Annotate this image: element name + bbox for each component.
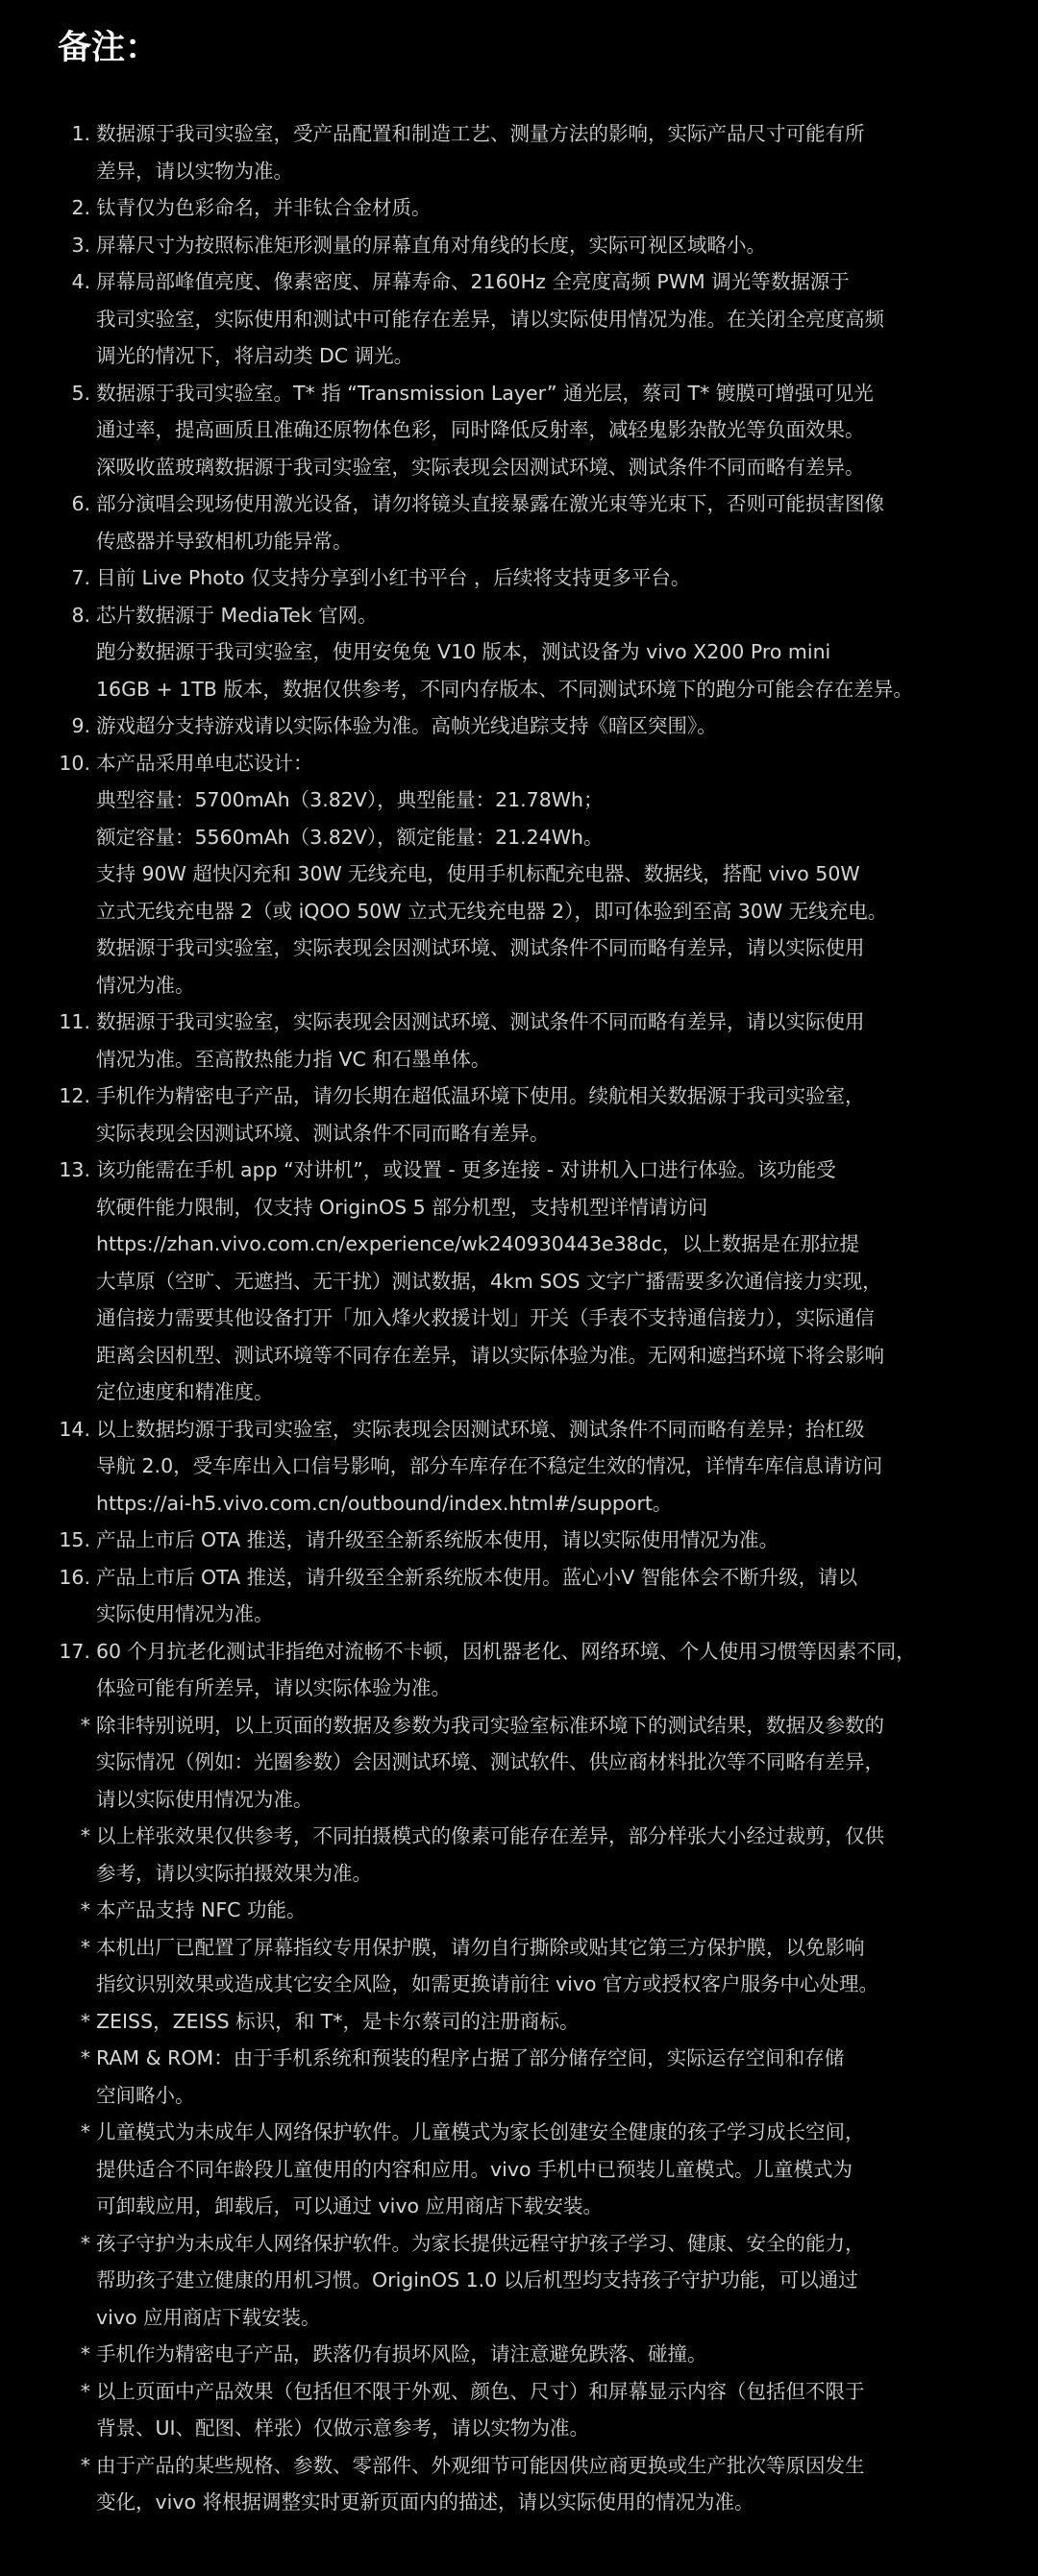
note-marker: *	[80, 2379, 90, 2403]
note-text: 以上样张效果仅供参考，不同拍摄模式的像素可能存在差异，部分样张大小经过裁剪，仅供 参考，请以实际拍摄效果为准。	[96, 1824, 884, 1885]
note-marker: *	[80, 2046, 90, 2069]
note-marker: *	[80, 2231, 90, 2255]
note-text: 部分演唱会现场使用激光设备，请勿将镜头直接暴露在激光束等光束下，否则可能损害图像 传感器并导致相机功能异常。	[96, 492, 884, 553]
note-text: 产品上市后 OTA 推送，请升级至全新系统版本使用。蓝心小V 智能体会不断升级，请以 实际使用情况为准。	[96, 1565, 858, 1625]
note-item	[58, 1152, 992, 1411]
note-text: 数据源于我司实验室，受产品配置和制造工艺、测量方法的影响，实际产品尺寸可能有所 差异，请以实物为准。	[96, 122, 865, 183]
note-marker: 3.	[71, 233, 90, 257]
note-text: 手机作为精密电子产品，请勿长期在超低温环境下使用。续航相关数据源于我司实验室， 实际表现会因测试环境、测试条件不同而略有差异。	[96, 1084, 865, 1145]
note-text: 以上页面中产品效果（包括但不限于外观、颜色、尺寸）和屏幕显示内容（包括但不限于 背景、UI、配图、样张）仅做示意参考，请以实物为准。	[96, 2379, 865, 2440]
note-marker: 17.	[59, 1639, 90, 1663]
note-marker: *	[80, 1935, 90, 1959]
note-text: 本产品支持 NFC 功能。	[96, 1898, 307, 1921]
note-text: 目前 Live Photo 仅支持分享到小红书平台 ，后续将支持更多平台。	[96, 566, 691, 589]
note-item	[58, 559, 992, 597]
note-item	[58, 1411, 992, 1523]
note-text: 本机出厂已配置了屏幕指纹专用保护膜，请勿自行撕除或贴其它第三方保护膜，以免影响 指纹识别效果或造成其它安全风险，如需更换请前往 vivo 官方或授权客户服务中心处理。	[96, 1935, 879, 1995]
note-marker: 6.	[71, 492, 90, 515]
note-marker: 14.	[59, 1417, 90, 1441]
note-marker: 9.	[71, 714, 90, 737]
note-item	[58, 115, 992, 189]
footnote-item	[58, 2114, 992, 2225]
note-item	[58, 263, 992, 375]
note-item	[58, 1522, 992, 1559]
note-marker: *	[80, 1898, 90, 1921]
note-text: 以上数据均源于我司实验室，实际表现会因测试环境、测试条件不同而略有差异；抬杠级 导航 2.0，受车库出入口信号影响，部分车库存在不稳定生效的情况，详情车库信息请访问 https://ai-h5.vivo.com.cn/outbound/index.html#/support。	[96, 1417, 883, 1515]
note-item	[58, 745, 992, 1004]
note-item	[58, 189, 992, 227]
note-text: 钛青仅为色彩命名，并非钛合金材质。	[96, 196, 432, 219]
note-text: 手机作为精密电子产品，跌落仍有损坏风险，请注意避免跌落、碰撞。	[96, 2342, 707, 2365]
note-text: 除非特别说明，以上页面的数据及参数为我司实验室标准环境下的测试结果，数据及参数的 实际情况（例如：光圈参数）会因测试环境、测试软件、供应商材料批次等不同略有差异， 请以实际使用情况为准。	[96, 1713, 884, 1811]
note-marker: 15.	[59, 1528, 90, 1551]
note-marker: 1.	[71, 122, 90, 145]
note-item	[58, 1633, 992, 1707]
note-text: 屏幕局部峰值亮度、像素密度、屏幕寿命、2160Hz 全亮度高频 PWM 调光等数据源于 我司实验室，实际使用和测试中可能存在差异，请以实际使用情况为准。在关闭全亮度高频 调光的情况下，将启动类 DC 调光。	[96, 270, 884, 367]
note-text: 产品上市后 OTA 推送，请升级至全新系统版本使用，请以实际使用情况为准。	[96, 1528, 779, 1551]
note-text: 屏幕尺寸为按照标准矩形测量的屏幕直角对角线的长度，实际可视区域略小。	[96, 233, 766, 257]
note-text: 该功能需在手机 app “对讲机”，或设置 - 更多连接 - 对讲机入口进行体验。该功能受 软硬件能力限制，仅支持 OriginOS 5 部分机型，支持机型详情请访问 https://zhan.vivo.com.cn/experience/wk240930443e38dc，以上数据是在那拉提 大草原（空旷、无遮挡、无干扰）测试数据，4km SOS 文字广播需要多次通信接力实现， 通信接力需要其他设备打开「加入烽火救援计划」开关（手表不支持通信接力），实际通信 距离会因机型、测试环境等不同存在差异，请以实际体验为准。无网和遮挡环境下将会影响 定位速度和精准度。	[96, 1158, 884, 1403]
note-marker: 7.	[71, 566, 90, 589]
note-item	[58, 1559, 992, 1633]
note-text: 数据源于我司实验室。T* 指 “Transmission Layer” 通光层，蔡司 T* 镀膜可增强可见光 通过率，提高画质且准确还原物体色彩，同时降低反射率，减轻鬼影杂散光等负面效果。 深吸收蓝玻璃数据源于我司实验室，实际表现会因测试环境、测试条件不同而略有差异。	[96, 381, 874, 479]
note-marker: *	[80, 2453, 90, 2477]
footnote-item	[58, 2373, 992, 2447]
footnote-item	[58, 2225, 992, 2337]
note-text: ZEISS，ZEISS 标识，和 T*，是卡尔蔡司的注册商标。	[96, 2009, 580, 2033]
note-marker: 2.	[71, 196, 90, 219]
page-title: 备注：	[58, 29, 160, 67]
note-item	[58, 485, 992, 559]
footnote-item	[58, 1707, 992, 1819]
footnote-item	[58, 2003, 992, 2041]
note-marker: 10.	[59, 751, 90, 775]
footnote-item	[58, 1929, 992, 2003]
note-item	[58, 707, 992, 745]
note-marker: 8.	[71, 603, 90, 627]
note-marker: 13.	[59, 1158, 90, 1181]
note-marker: 11.	[59, 1010, 90, 1033]
note-text: 孩子守护为未成年人网络保护软件。为家长提供远程守护孩子学习、健康、安全的能力， 帮助孩子建立健康的用机习惯。OriginOS 1.0 以后机型均支持孩子守护功能，可以通过 vivo 应用商店下载安装。	[96, 2231, 865, 2329]
note-marker: 16.	[59, 1565, 90, 1589]
footnote-item	[58, 1818, 992, 1892]
footnote-item	[58, 2336, 992, 2373]
note-item	[58, 1003, 992, 1077]
note-marker: 5.	[71, 381, 90, 405]
note-text: 由于产品的某些规格、参数、零部件、外观细节可能因供应商更换或生产批次等原因发生 变化，vivo 将根据调整实时更新页面内的描述，请以实际使用的情况为准。	[96, 2453, 865, 2514]
note-marker: 4.	[71, 270, 90, 293]
footnote-item	[58, 2447, 992, 2521]
note-text: 数据源于我司实验室，实际表现会因测试环境、测试条件不同而略有差异，请以实际使用 情况为准。至高散热能力指 VC 和石墨单体。	[96, 1010, 865, 1071]
footnote-item	[58, 1892, 992, 1929]
note-item	[58, 597, 992, 708]
note-item	[58, 1077, 992, 1152]
note-text: 儿童模式为未成年人网络保护软件。儿童模式为家长创建安全健康的孩子学习成长空间， 提供适合不同年龄段儿童使用的内容和应用。vivo 手机中已预装儿童模式。儿童模式为 可卸载应用，卸载后，可以通过 vivo 应用商店下载安装。	[96, 2120, 865, 2217]
note-text: 60 个月抗老化测试非指绝对流畅不卡顿，因机器老化、网络环境、个人使用习惯等因素不同， 体验可能有所差异，请以实际体验为准。	[96, 1639, 916, 1699]
note-text: RAM & ROM：由于手机系统和预装的程序占据了部分储存空间，实际运存空间和存储 空间略小。	[96, 2046, 845, 2107]
note-marker: *	[80, 2009, 90, 2033]
note-text: 芯片数据源于 MediaTek 官网。 跑分数据源于我司实验室，使用安兔兔 V10 版本，测试设备为 vivo X200 Pro mini 16GB + 1TB 版本，数据仅供参考，不同内存版本、不同测试环境下的跑分可能会存在差异。	[96, 603, 913, 701]
note-text: 本产品采用单电芯设计： 典型容量：5700mAh（3.82V），典型能量：21.78Wh； 额定容量：5560mAh（3.82V），额定能量：21.24Wh。 支持 90W 超快闪充和 30W 无线充电，使用手机标配充电器、数据线，搭配 vivo 50W 立式无线充电器 2（或 iQOO 50W 立式无线充电器 2），即可体验到至高 30W 无线充电。 数据源于我司实验室，实际表现会因测试环境、测试条件不同而略有差异，请以实际使用 情况为准。	[96, 751, 888, 997]
note-item	[58, 227, 992, 264]
note-marker: 12.	[59, 1084, 90, 1107]
note-text: 游戏超分支持游戏请以实际体验为准。高帧光线追踪支持《暗区突围》。	[96, 714, 717, 737]
note-marker: *	[80, 2120, 90, 2143]
note-marker: *	[80, 2342, 90, 2365]
note-marker: *	[80, 1713, 90, 1737]
note-marker: *	[80, 1824, 90, 1847]
note-item	[58, 375, 992, 486]
footnote-item	[58, 2040, 992, 2114]
notes-list	[58, 115, 992, 2521]
